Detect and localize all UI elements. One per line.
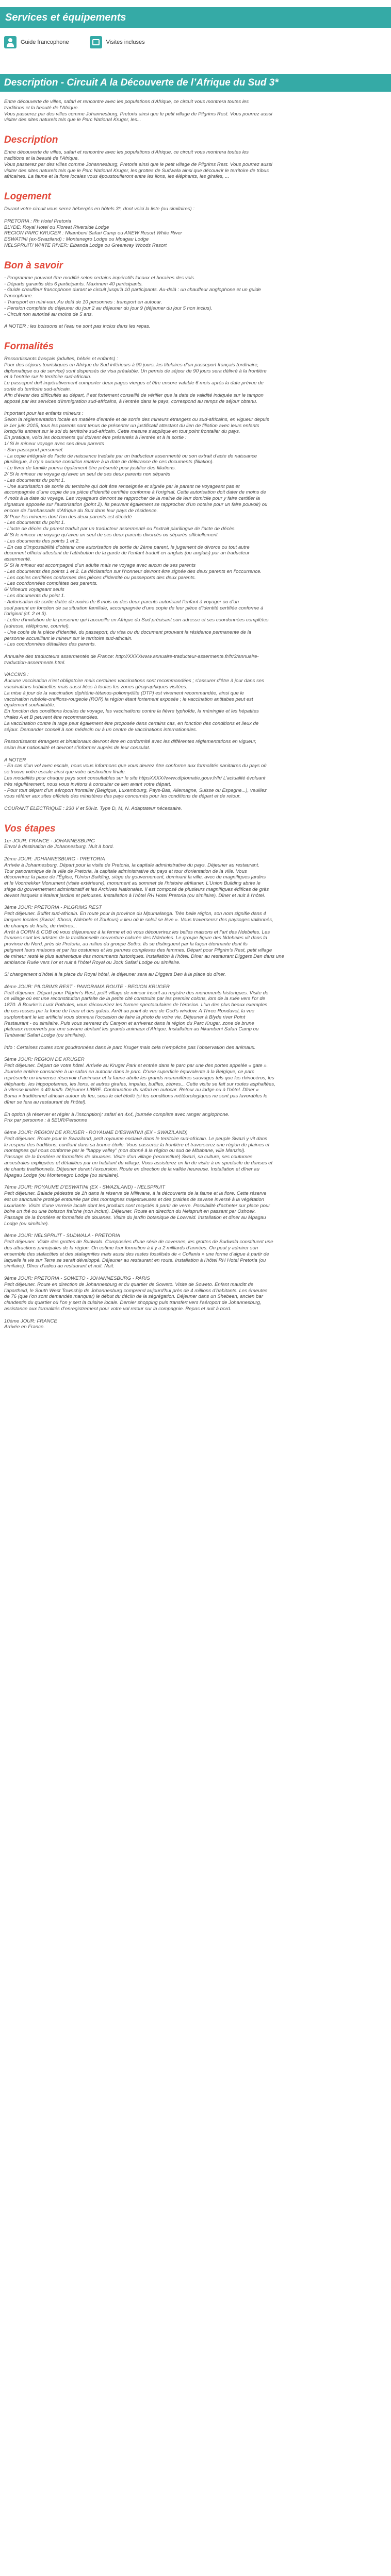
formalites-line: lorsqu’ils entrent sur le sol du territoire sud-africain. Cette mesure s’applique en tout point frontalier du pays. (4, 429, 240, 435)
formalites-line: Important pour les enfants mineurs : (4, 411, 84, 417)
etapes-line: 8ème JOUR: NELSPRUIT - SUDWALA - PRETORIA (4, 1233, 120, 1239)
etapes-line: peignent leurs maisons et par les costumes et les parures complexes des femmes. Départ pour Pilgrim’s Rest, petit village (4, 947, 272, 954)
etapes-line: ensemble des stalactites et des stalagmites mais aussi des restes fossilisés de « Collania » une forme d’algue à partir de (4, 1251, 269, 1257)
formalites-line: - Une autorisation de sortie du territoire qui doit être renseignée et signée par le parent ne voyageant pas et (4, 483, 240, 489)
service-visits (90, 36, 145, 48)
etapes-line: représente un immense réservoir d’animaux et la faune abrite les grands mammifères sauvages tels que les rhinocéros, les (4, 1075, 274, 1081)
formalites-line: - Pour tout départ d’un aéroport frontalier (Belgique, Luxembourg, Pays-Bas, Allemagne, Suisse ou Espagne...), veuillez (4, 787, 267, 793)
formalites-line: 1/ Si le mineur voyage avec ses deux parents (4, 441, 104, 447)
formalites-line: assermenté. (4, 556, 31, 563)
formalites-line: 2/ Si le mineur ne voyage qu’avec un seul de ses deux parents non séparés (4, 471, 171, 478)
bon-savoir-line: francophone. (4, 293, 34, 299)
etapes-line (4, 1312, 387, 1318)
services-list (0, 28, 391, 52)
etapes-line: Prix par personne : à 5EUR/Personne (4, 1117, 88, 1124)
etapes-line: Mpagau Lodge (ou Montenegro Lodge (ou similaire). (4, 1172, 120, 1178)
etapes-line: 10ème JOUR: FRANCE (4, 1318, 57, 1324)
etapes-line: 7ème JOUR: ROYAUME D’ESWATINI (EX - SWAZILAND) - NELSPRUIT (4, 1184, 165, 1191)
description-line: africaines. La faune et la flore locales vous époustoufleront entre les lions, les éléphants, les girafes, ... (4, 174, 230, 180)
formalites-line: En pratique, voici les documents qui doivent être présentés à l’entrée et à la sortie : (4, 435, 187, 441)
bon-savoir-line: - Transport en mini-van. Au delà de 10 personnes : transport en autocar. (4, 299, 162, 305)
formalites-line: - La copie intégrale de l’acte de naissance traduite par un traducteur assermenté ou son extrait d’acte de naissance (4, 453, 257, 459)
formalites-line: - Les documents du point 1. (4, 477, 66, 483)
formalites-line: - Les coordonnées détaillées des parents. (4, 641, 96, 648)
etapes-line: dîner se fera au restaurant de l’hôtel). (4, 1099, 87, 1105)
etapes-line: boire un thé ou une boisson fraîche (non inclus). Déjeuner. Route en direction du Nelspruit en passant par Oshoek. (4, 1209, 256, 1215)
formalites-line: - Autorisation de sortie datée de moins de 6 mois ou des deux parents autorisant l’enfant à voyager ou d’un (4, 599, 239, 605)
etapes-line: Arrêt à CORN & COB où vous déjeunerez à la ferme et où vous découvrirez les belles maisons et l’art des Ndebeles. Les (4, 929, 270, 935)
formalites-line: - Les copies certifiées conformes des pièces d’identité ou passeports des deux parents. (4, 574, 196, 581)
formalites-line: - En cas d’impossibilité d’obtenir une autorisation de sortie du 2ème parent, le jugement de divorce ou tout autre (4, 544, 250, 550)
formalites-line: - L’acte de décès du parent traduit par un traducteur assermenté ou l’extrait plurilingue de l’acte de décès. (4, 526, 236, 532)
etapes-line: Petit déjeuner. Balade pédestre de 1h dans la réserve de Mlilwane, à la découverte de la faune et la flore. Cette réserve (4, 1190, 267, 1196)
bon-savoir-line: - Départs garantis dès 6 participants. Maximum 40 participants. (4, 281, 143, 287)
formalites-line (4, 648, 387, 654)
etapes-line: Journée entière consacrée à un safari en autocar dans le parc. D’une superficie équivalente à la Belgique, ce parc (4, 1069, 254, 1075)
logement-line: PRETORIA : Rh Hotel Pretoria (4, 218, 72, 224)
formalites-line: diplomatique ou de service) sont dispensés de visa préalable. Un permis de séjour de 90 jours sera délivré à la frontière (4, 368, 267, 374)
formalites-line: - Le livret de famille pourra également être présenté pour justifier des filiations. (4, 465, 176, 471)
etapes-line: Restaurant - ou similaire. Puis vous serrerez du Canyon et arriverez dans la région du Parc Kruger, zone de brune (4, 1020, 254, 1026)
bon-savoir-text (4, 275, 387, 330)
formalites-line: séjour. Demander conseil à son médecin ou à un centre de vaccinations internationales. (4, 726, 198, 733)
etapes-line: Passage de la frontière et formalités de douanes. Visite d’un village (reconstitué) Swazi, sa culture, ses coutumes (4, 1154, 253, 1160)
logement-line (4, 212, 387, 218)
etapes-line: langues locales (Swazi, Xhosa, Ndebele et Zoulous) « lieu où le soleil se lève ». Vous traverserez des paysages vallonnés, (4, 917, 273, 923)
formalites-line: 6/ Mineurs voyageant seuls (4, 587, 64, 593)
etapes-line (4, 978, 387, 984)
formalites-line: Le passeport doit impérativement comporter deux pages vierges et être encore valable 6 mois après la date prévue de (4, 380, 264, 386)
description-title-band (0, 74, 391, 92)
etapes-line: et le Voortrekker Monument (visite extérieure), monument au sommet de l’histoire afrikaner. L’Union Building abrite le (4, 880, 260, 887)
etapes-line: surplombant le lac artificiel vous donnera l’occasion de faire la photo de votre vie. Déjeuner à Blyde river Point (4, 1014, 246, 1020)
formalites-line (4, 666, 387, 672)
formalites-line: La mise à jour de la vaccination diphtérie-tétanos-poliomyélite (DTP) est vivement recommandée, ainsi que le (4, 690, 244, 696)
etapes-line (4, 899, 387, 905)
formalites-line: - Son passeport personnel. (4, 447, 64, 453)
logement-line: NELSPRUIT/ WHITE RIVER: Elbanda Lodge ou Greenway Woods Resort (4, 242, 167, 248)
formalites-line: accompagnée d’une copie de sa pièce d’identité certifiée conforme à l’original. Cette autorisation doit dater de moins de (4, 489, 266, 496)
etapes-line (4, 1227, 387, 1233)
formalites-line: Les modalités pour chaque pays sont consultables sur le site httpsXXXX//www.diplomatie.gouv.fr/fr/ L’actualité évoluant (4, 775, 266, 781)
formalites-line: personne accueillant le mineur sur le territoire sud-africain. (4, 635, 133, 641)
etapes-line (4, 1106, 387, 1112)
logement-line: ESWATINI (ex-Swaziland) : Montenegro Lodge ou Mpagau Lodge (4, 236, 149, 243)
etapes-line: à vitesse limitée à 40 km/h. Déjeuner LIBRE. Continuation du safari en autocar. Retour au lodge ou à l’hôtel. Dîner « (4, 1087, 259, 1093)
intro-line: visiter des sites naturels tels que le Parc National Kruger, les... (4, 117, 141, 123)
formalites-line: COURANT ELECTRIQUE : 230 V et 50Hz. Type D, M, N. Adaptateur nécessaire. (4, 805, 182, 811)
formalites-line: Selon la réglementation locale en matière d’entrée et de sortie des mineurs étrangers ou sud-africains, en vigueur depuis (4, 416, 269, 422)
intro-text (4, 99, 387, 123)
bon-savoir-heading: Bon à savoir (4, 260, 63, 271)
etapes-line: Petit déjeuner. Buffet sud-africain. En route pour la province du Mpumalanga. Très belle région, son nom signifie dans 4 (4, 911, 266, 917)
formalites-line: - Lettre d’invitation de la personne qui l’accueille en Afrique du Sud précisant son adresse et ses coordonnées complètes (4, 617, 269, 623)
etapes-line: de champs de fruits, de rivières... (4, 923, 77, 929)
logement-text (4, 206, 387, 249)
formalites-line: - Une copie de la pièce d’identité, du passeport, du visa ou du document prouvant la résidence permanente de la (4, 629, 251, 635)
etapes-line: clandestin du quartier où l’on y sert la cuisine locale. Dernier shopping puis transfert vers l’aéroport de Johannesburg, (4, 1300, 262, 1306)
formalites-line: selon leur nationalité et devront s’informer auprès de leur consulat. (4, 744, 151, 751)
etapes-line: éléphants, les hippopotames, les lions, et autres girafes, impalas, buffles, zèbres... Cette visite se fait sur routes asphaltées, (4, 1081, 275, 1087)
etapes-line: En option (à réserver et régler à l’inscription): safari en 4x4, journée complète avec ranger anglophone. (4, 1111, 230, 1117)
description-text (4, 149, 387, 180)
etapes-line: de chants traditionnels. Déjeuner durant l’excursion. Route en direction de la vallée heureuse. Installation et dîner au (4, 1166, 259, 1172)
formalites-line: seul parent en fonction de sa situation familiale, accompagnée d’une copie de leur pièce d’identité certifiée conforme à (4, 605, 264, 611)
etapes-line: 3ème JOUR: PRETORIA - PILGRIMS REST (4, 905, 102, 911)
etapes-line: 5ème JOUR: REGION DE KRUGER (4, 1057, 85, 1063)
formalites-line: document officiel attestant de l’attribution de la garde de l’enfant traduit en anglais (ou anglais) par un traducteur (4, 550, 250, 556)
formalites-line: également souhaitable. (4, 702, 56, 708)
services-title-band (0, 7, 391, 28)
formalites-line: La vaccination contre la rage peut également être proposée dans certains cas, en fonction des conditions et lieux de (4, 720, 259, 726)
intro-line: Entre découverte de villes, safari et rencontre avec les populations d’Afrique, ce circuit vous montrera toutes les (4, 99, 249, 105)
formalites-line: Afin d’éviter des difficultés au départ, il est fortement conseillé de vérifier que la date de validité indiquée sur le tampon (4, 392, 264, 398)
formalites-line: le 1er juin 2015, tous les parents sont tenus de présenter un justificatif attestant du lien de filiation avec leurs enfants (4, 422, 259, 429)
formalites-line: virales A et B peuvent être recommandées. (4, 714, 99, 720)
formalites-line: - Les documents des points 1 et 2. La déclaration sur l’honneur devront être signée des deux parents en l’occurrence. (4, 568, 262, 574)
formalites-line: En fonction des conditions locales de voyage, les vaccinations contre la fièvre typhoïde, la méningite et les hépatites (4, 708, 259, 715)
formalites-line (4, 751, 387, 757)
main-content (0, 92, 391, 1330)
formalites-line: Pour des séjours touristiques en Afrique du Sud inférieurs à 90 jours, les titulaires d’un passeport français (ordinaire, (4, 362, 259, 368)
etapes-line: Petit déjeuner. Départ pour Pilgrim’s Rest, petit village de mineur inscrit au registre des monuments historiques. Visite de (4, 990, 269, 996)
etapes-line: découvrirez la place de l’Église, l’Union Building, siège du gouvernement, dominant la ville, avec de magnifiques jardins (4, 874, 266, 880)
bon-savoir-line: - Programme pouvant être modifié selon certains impératifs locaux et horaires des vols. (4, 275, 196, 281)
etapes-line: est un sanctuaire protégé entourée par des montagnes majestueuses et des prairies de savane inversé à la végétation (4, 1196, 264, 1202)
etapes-line: siège du gouvernement administratif et les Archives Nationales. Il est composé de plusieurs magnifiques édifices de grès (4, 887, 269, 893)
formalites-line: sortie du territoire sud-africain. (4, 386, 71, 392)
bon-savoir-line: - Guide chauffeur francophone durant le circuit jusqu'à 10 participants. Au-delà : un chauffeur anglophone et un guide (4, 287, 262, 293)
formalites-line: - Les coordonnées complètes des parents. (4, 581, 98, 587)
etapes-line: 1870. À Bourke’s Luck Potholes, vous découvrirez les formes spectaculaires de l’érosion. L’un des plus beaux exemples (4, 1002, 268, 1008)
etapes-line: Boma » traditionnel africain autour du feu, sous le ciel étoilé (si les conditions météorologiques ne sont pas favorables le (4, 1093, 268, 1099)
ticket-icon (90, 36, 102, 48)
etapes-line: assistance aux formalités d’enregistrement pour votre vol retour sur la compagnie. Repas et nuit à bord. (4, 1306, 232, 1312)
etapes-line (4, 850, 387, 856)
formalites-line: 3/ Pour les mineurs dont l’un des deux parents est décédé (4, 514, 132, 520)
etapes-line (4, 1039, 387, 1045)
formalites-line: Annuaire des traducteurs assermentés de France: http://XXXXwww.annuaire-traducteur-assermente.fr/fr/3/annuaire- (4, 653, 259, 659)
etapes-line: 2ème JOUR: JOHANNESBURG - PRETORIA (4, 856, 105, 862)
service-guide-label: Guide francophone (21, 39, 69, 45)
description-band-title: Description - Circuit A la Découverte de l’Afrique du Sud 3* (4, 77, 279, 88)
formalites-line: vaccination rubéole-oreillons-rougeole (ROR) la région étant fortement exposée ; le vaccination antitabes peut est (4, 696, 253, 702)
service-guide (4, 36, 69, 48)
etapes-line: plateaux recouverts par une savane abritant les grands animaux d’Afrique. Installation au Nkambeni Safari Camp ou (4, 1026, 259, 1032)
description-line: visiter des sites naturels tels que le Parc National Kruger, les grottes de Sudwala ainsi que découvrir le territoire de tribus (4, 167, 269, 174)
etapes-line: le respect des traditions, confiant dans sa bonne étoile. Vous passerez la frontière et traverserez une région de plaines et (4, 1142, 270, 1148)
etapes-line: Envol à destination de Johannesburg. Nuit à bord. (4, 844, 114, 850)
etapes-heading: Vos étapes (4, 823, 56, 834)
formalites-line (4, 404, 387, 411)
etapes-line: Arrivée à Johannesburg. Départ pour la visite de Pretoria, la capitale administrative du pays. Déjeuner au restaurant. (4, 862, 259, 868)
etapes-line: Petit déjeuner. Route en direction de Johannesburg et du quartier de Soweto. Visite de Soweto. Enfant mauditt de (4, 1281, 254, 1287)
formalites-line: Ressortissants étrangers et binationaux devront être en conformité avec les différentes réglementations en vigueur, (4, 739, 257, 745)
services-title: Services et équipements (5, 11, 126, 23)
etapes-line (4, 1269, 387, 1276)
formalites-line: 5/ Si le mineur est accompagné d’un adulte mais ne voyage avec aucun de ses parents (4, 563, 196, 569)
etapes-line: ce village où est une reconstitution parfaite de la petite cité construite par les premier colons, lors de la ruée vers l’or de (4, 996, 266, 1002)
formalites-line: l’original (cf. 2 et 3). (4, 611, 47, 617)
formalites-line: VACCINS : (4, 672, 29, 678)
etapes-line: des attractions principales de la région. On estime leur formation à il y a 2 milliards d’années. On peut y admirer son (4, 1245, 258, 1251)
formalites-line: (adresse, téléphone, courriel). (4, 623, 70, 629)
etapes-line: l’apartheid, le South West Township de Johannesburg comprend aujourd’hui près de 4 millions d’habitants. Les émeutes (4, 1287, 268, 1294)
intro-line: Vous passerez par des villes comme Johannesburg, Pretoria ainsi que le petit village de Pilgrims Rest. Vous pourrez aussi (4, 111, 272, 117)
logement-line: BLYDE: Royal Hotel ou Floreat Riverside Lodge (4, 224, 109, 230)
etapes-line: de 76 (que l’on sont demandés manquer) le début du déclin de la ségrégation. Déjeuner dans un Shebeen, ancien bar (4, 1294, 263, 1300)
formalites-line: - Les documents du point 1. (4, 593, 66, 599)
logement-line: Durant votre circuit vous serez hébergés en hôtels 3*, dont voici la liste (ou similaires) : (4, 206, 194, 212)
formalites-line (4, 733, 387, 739)
etapes-line: Timbavati Safari Lodge (ou similaire). (4, 1032, 86, 1039)
etapes-line: Lodge (ou similaire). (4, 1221, 49, 1227)
etapes-line: province du Nord, près de Pretoria, au milieu du groupe Sotho. Ils se distinguent par la façon étonnante dont ils (4, 941, 248, 947)
etapes-line: de mineur resté le plus authentique des monuments historiques. Installation à l’hôtel. Dîner au restaurant Diggers Den dans une (4, 953, 284, 959)
etapes-line: Arrivée en France. (4, 1324, 45, 1330)
bon-savoir-line: - Pension complète du déjeuner du jour 2 au déjeuner du jour 9 (déjeuner du jour 5 non inclus). (4, 305, 213, 311)
etapes-line: luxuriante. Visite d’une verrerie locale dont les produits sont recyclés à partir de verre. Possibilité d’acheter sur place pour (4, 1202, 270, 1209)
etapes-line: 4ème JOUR: PILGRIMS REST - PANORAMA ROUTE - REGION KRUGER (4, 984, 170, 990)
etapes-line: Passage de la frontière et formalités de douanes. Visite du jardin botanique de Lowveld. Installation et dîner au Mpagau (4, 1215, 266, 1221)
etapes-line: Info : Certaines routes sont goudronnées dans le parc Kruger mais cela n’empêche pas l’observation des animaux. (4, 1044, 256, 1050)
etapes-line: femmes sont les artistes de la traditionnelle couverture colorée des Ndebeles. Le groupe figure des Ndebeles vit dans la (4, 935, 267, 941)
description-line: Vous passerez par des villes comme Johannesburg, Pretoria ainsi que le petit village de Pilgrims Rest. Vous pourrez aussi (4, 161, 272, 167)
formalites-line: et à l’entrée sur le territoire sud-africain. (4, 374, 92, 380)
formalites-line: - Les documents des points 1 et 2. (4, 538, 80, 544)
formalites-line: 4 mois à la date du voyage. Les voyageurs devront se rapprocher de la mairie de leur domicile pour y faire certifier la (4, 496, 260, 502)
formalites-line: signature apposée sur l’autorisation (point 2). Ils peuvent également se rapprocher d’un notaire pour un faire pouvoir) ou (4, 502, 268, 508)
etapes-line: Petit déjeuner. Visite des grottes de Sudwala. Composées d’une série de cavernes, les grottes de Sudwala constituent une (4, 1239, 273, 1245)
formalites-line: - Les documents du point 1. (4, 520, 66, 526)
formalites-line: très régulièrement, nous vous invitons à consulter ce lien avant votre départ. (4, 781, 172, 787)
etapes-line: Tour panoramique de la ville de Pretoria, la capitale administrative du pays et tour d’orientation de la ville. Vous (4, 868, 247, 874)
etapes-line: similaire). Dîner d’adieu au restaurant et nuit. Nuit. (4, 1263, 115, 1269)
formalites-line: se trouve votre escale ainsi que votre destination finale. (4, 769, 126, 775)
formalites-line: - En cas d’un vol avec escale, nous vous informons que vous devrez être conforme aux formalités sanitaires du pays où (4, 763, 267, 769)
etapes-line: montagnes qui nous conforme par le "happy valley" (non donné à la région ou sud de Mbabane, ville Manzini). (4, 1148, 246, 1154)
etapes-line (4, 1051, 387, 1057)
etapes-line: ambiance Ruée vers l’or et nuit à l’hôtel Royal ou Jock Safari Lodge ou similaire. (4, 959, 181, 965)
formalites-line: plurilingue, il n’y a aucune condition relative à la date de délivrance de ces documents (filiation). (4, 459, 214, 465)
logement-heading: Logement (4, 191, 51, 202)
etapes-line: 6ème JOUR: REGION DE KRUGER - ROYAUME D’ESWATINI (EX - SWAZILAND) (4, 1129, 188, 1136)
formalites-line: Aucune vaccination n’est obligatoire mais certaines vaccinations sont recommandées ; s’assurer d’être à jour dans ses (4, 678, 264, 684)
formalites-line: vaccinations habituelles mais aussi liées à toutes les zones géographiques visitées. (4, 684, 188, 690)
bon-savoir-line: A NOTER : les boissons et l'eau ne sont pas inclus dans les repas. (4, 324, 151, 330)
bon-savoir-line (4, 317, 387, 324)
formalites-line: encore de l’ambassade d’Afrique du Sud dans leur pays de résidence. (4, 507, 158, 514)
etapes-line: 1er JOUR: FRANCE - JOHANNESBURG (4, 838, 95, 844)
formalites-line: A NOTER (4, 757, 26, 763)
etapes-line (4, 1124, 387, 1130)
bon-savoir-line: - Circuit non autorisé au moins de 5 ans. (4, 311, 93, 317)
formalites-line: 4/ Si le mineur ne voyage qu’avec un seul de ses deux parents divorcés ou séparés officiellement (4, 532, 218, 538)
etapes-text (4, 838, 387, 1331)
intro-line: traditions et la beauté de l’Afrique. (4, 105, 79, 111)
etapes-line: Si changement d’hôtel à la place du Royal hôtel, le déjeuner sera au Diggers Den à la place du dîner. (4, 972, 226, 978)
etapes-line: Petit déjeuner. Départ de votre hôtel. Arrivée au Kruger Park et entrée dans le parc par une des portes appelée « gate ». (4, 1063, 268, 1069)
formalites-line: Ressortissants français (adultes, bébés et enfants) : (4, 355, 118, 362)
formalites-line: traduction-assermente.html. (4, 659, 66, 666)
etapes-line (4, 965, 387, 972)
etapes-line: Petit déjeuner. Route pour le Swaziland, petit royaume enclavé dans le territoire sud-africain. Le peuple Swazi y vit dans (4, 1136, 267, 1142)
description-line: traditions et la beauté de l’Afrique. (4, 155, 79, 161)
etapes-line: ancestrales expliquées et détaillées par un habitant du village. Vous assisterez en fin de visite à un spectacle de danses et (4, 1160, 273, 1166)
etapes-line (4, 1178, 387, 1184)
formalites-text (4, 356, 387, 812)
formalites-line: apposé par les services d'immigration sud-africains, à l’entrée dans le pays, correspond au temps de séjour obtenu. (4, 398, 257, 404)
service-visits-label: Visites incluses (106, 39, 145, 45)
etapes-line: de ces rosses par la force de l’eau et des galets. Arrêt au point de vue de God’s window. A Three Rondavel, la vue (4, 1008, 255, 1014)
formalites-heading: Formalités (4, 341, 54, 352)
description-heading: Description (4, 134, 58, 146)
etapes-line: 9ème JOUR: PRETORIA - SOWETO - JOHANNESBURG - PARIS (4, 1276, 150, 1282)
logement-line: REGION PARC KRUGER : Nkambeni Safari Camp ou ANEW Resort White River (4, 230, 182, 236)
formalites-line (4, 800, 387, 806)
description-line: Entre découverte de villes, safari et rencontre avec les populations d’Afrique, ce circuit vous montrera toutes les (4, 149, 249, 156)
etapes-line: devant lesquels s’étalent jardins et pelouses. Installation à l’hôtel RH Hotel Pretoria (ou similaire). Dîner et nuit à l’hôtel. (4, 892, 266, 899)
etapes-line: laquelle la vie sur Terre se serait développé. Déjeuner au restaurant en route. Installation à l’hôtel RH Hotel Pretoria (ou (4, 1257, 266, 1263)
guide-person-icon (4, 36, 17, 48)
formalites-line: vous référer aux sites officiels des ministères des pays concernés pour les conditions de départ et de retour. (4, 793, 241, 800)
